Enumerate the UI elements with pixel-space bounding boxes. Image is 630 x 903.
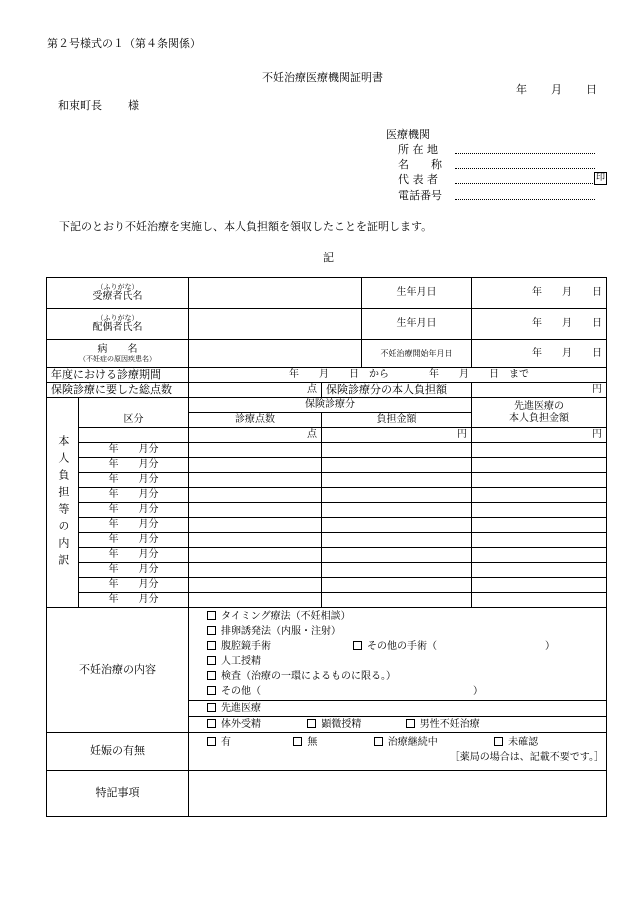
period-label: 年度における診療期間 [47,368,189,383]
points-cell[interactable] [189,443,322,458]
advanced-cell[interactable] [472,518,607,533]
advanced-cell[interactable] [472,458,607,473]
insured-burden-label: 保険診療分の本人負担額 [322,383,472,398]
treatment-options [189,608,607,701]
date-month-label: 月 [551,83,562,96]
checkbox[interactable] [307,719,316,728]
month-cell: 年 月分 [79,563,189,578]
pregnancy-option-unconfirmed[interactable]: 未確認 [494,737,538,748]
points-cell[interactable] [189,533,322,548]
amount-cell[interactable] [322,443,472,458]
checkbox[interactable] [406,719,415,728]
points-cell[interactable] [189,578,322,593]
month-cell: 年 月分 [79,533,189,548]
start-date-field[interactable]: 年 月 日 [472,340,607,368]
checkbox[interactable] [374,737,383,746]
table-row [47,458,607,473]
date-year-label: 年 [516,83,527,96]
amount-header: 負担金額 [322,413,472,428]
date-day-label: 日 [586,83,597,96]
checkbox[interactable] [207,641,216,650]
addressee-honorific: 様 [128,99,139,112]
checkbox[interactable] [293,737,302,746]
advanced-cell[interactable] [472,548,607,563]
breakdown-side-label: 本人負担等の内訳 [47,398,79,608]
patient-birth-label: 生年月日 [362,278,472,309]
month-cell: 年 月分 [79,548,189,563]
month-cell: 年 月分 [79,593,189,608]
treatment-option-advanced[interactable]: 先進医療 [189,701,607,717]
advanced-unit-cell: 円 [472,428,607,443]
treatment-option-test[interactable]: 検査（治療の一環によるものに限る。） [207,669,588,684]
amount-cell[interactable] [322,503,472,518]
checkbox[interactable] [207,611,216,620]
spouse-birth-field[interactable]: 年 月 日 [472,309,607,340]
spouse-name-label-cell: （ふりがな） 配偶者氏名 [47,309,189,340]
male-infertility-option[interactable]: 男性不妊治療 [406,719,480,730]
treatment-label: 不妊治療の内容 [47,608,189,733]
treatment-option-other[interactable]: その他（ ） [207,684,588,699]
table-row [47,518,607,533]
points-cell[interactable] [189,473,322,488]
advanced-cell[interactable] [472,503,607,518]
advanced-cell[interactable] [472,473,607,488]
checkbox[interactable] [494,737,503,746]
treatment-option-ovulation[interactable]: 排卵誘発法（内服・注射） [207,624,588,639]
points-cell[interactable] [189,548,322,563]
certificate-table [46,277,607,817]
remarks-label: 特記事項 [47,771,189,817]
table-row [47,443,607,458]
category-unit-cell [79,428,189,443]
points-cell[interactable] [189,503,322,518]
total-points-label: 保険診療に要した総点数 [47,383,189,398]
points-unit-cell: 点 [189,428,322,443]
remarks-field[interactable] [189,771,607,817]
ivf-option[interactable]: 体外受精 [207,719,261,730]
form-number: 第２号様式の１（第４条関係） [47,37,201,50]
table-row [47,533,607,548]
amount-cell[interactable] [322,563,472,578]
table-row [47,563,607,578]
checkbox[interactable] [207,737,216,746]
insured-header: 保険診療分 [189,398,472,413]
amount-cell[interactable] [322,473,472,488]
checkbox[interactable] [207,626,216,635]
points-cell[interactable] [189,488,322,503]
patient-name-label-cell: （ふりがな） 受療者氏名 [47,278,189,309]
institution-address-label: 所 在 地 [398,143,438,156]
pregnancy-label: 妊娠の有無 [47,733,189,771]
advanced-cell[interactable] [472,443,607,458]
treatment-option-laparoscopy[interactable]: 腹腔鏡手術 その他の手術（ ） [207,639,588,654]
advanced-treatment-options [189,701,607,733]
pregnancy-option-continuing[interactable]: 治療継続中 [374,737,438,748]
pregnancy-option-no[interactable]: 無 [293,737,317,748]
statement-text: 下記のとおり不妊治療を実施し、本人負担額を領収したことを証明します。 [59,220,433,233]
points-header: 診療点数 [189,413,322,428]
pregnancy-options [189,733,607,771]
amount-cell[interactable] [322,518,472,533]
addressee-name: 和束町長 [58,99,102,112]
institution-rep-label: 代 表 者 [398,173,438,186]
table-row [47,473,607,488]
treatment-option-timing[interactable]: タイミング療法（不妊相談） [207,609,588,624]
icsi-option[interactable]: 顕微授精 [307,719,361,730]
points-cell[interactable] [189,593,322,608]
ivf-options [207,717,588,732]
spouse-name-field[interactable] [189,309,362,340]
points-cell[interactable] [189,563,322,578]
institution-phone-field[interactable] [455,199,595,200]
page-title: 不妊治療医療機関証明書 [262,71,383,84]
month-cell: 年 月分 [79,443,189,458]
total-points-field[interactable]: 点 [189,383,322,398]
period-field[interactable]: 年 月 日 から 年 月 日 まで [189,368,607,383]
institution-heading: 医療機関 [386,128,430,141]
patient-name-field[interactable] [189,278,362,309]
institution-name-label: 名 称 [398,158,442,171]
institution-name-field[interactable] [455,168,595,169]
advanced-cell[interactable] [472,533,607,548]
insured-burden-field[interactable]: 円 [472,383,607,398]
table-row [47,503,607,518]
amount-cell[interactable] [322,488,472,503]
advanced-cell[interactable] [472,593,607,608]
patient-birth-field[interactable]: 年 月 日 [472,278,607,309]
month-cell: 年 月分 [79,458,189,473]
month-cell: 年 月分 [79,578,189,593]
amount-cell[interactable] [322,548,472,563]
pregnancy-option-yes[interactable]: 有 [207,737,231,748]
table-row [47,578,607,593]
pregnancy-note: ［薬局の場合は、記載不要です。］ [449,752,604,763]
checkbox[interactable] [207,686,216,695]
advanced-header: 先進医療の 本人負担金額 [472,398,607,428]
checkbox[interactable] [353,641,362,650]
advanced-cell[interactable] [472,578,607,593]
amount-cell[interactable] [322,593,472,608]
treatment-option-ai[interactable]: 人工授精 [207,654,588,669]
advanced-cell[interactable] [472,563,607,578]
month-cell: 年 月分 [79,503,189,518]
table-row [47,593,607,608]
advanced-cell[interactable] [472,488,607,503]
month-cell: 年 月分 [79,488,189,503]
institution-rep-field[interactable] [455,183,595,184]
points-cell[interactable] [189,458,322,473]
checkbox[interactable] [207,671,216,680]
amount-cell[interactable] [322,533,472,548]
category-header: 区分 [79,413,189,428]
month-cell: 年 月分 [79,518,189,533]
seal-mark: 印 [596,173,606,183]
month-cell: 年 月分 [79,473,189,488]
other-surgery-label: その他の手術（ [367,641,437,652]
spouse-birth-label: 生年月日 [362,309,472,340]
disease-field[interactable] [189,340,362,368]
amount-cell[interactable] [322,458,472,473]
category-header-spacer [79,398,189,413]
amount-cell[interactable] [322,578,472,593]
ki-mark: 記 [323,251,334,264]
amount-unit-cell: 円 [322,428,472,443]
checkbox[interactable] [207,703,216,712]
start-date-label: 不妊治療開始年月日 [362,340,472,368]
checkbox[interactable] [207,656,216,665]
table-row [47,488,607,503]
institution-phone-label: 電話番号 [398,189,442,202]
institution-address-field[interactable] [455,153,595,154]
checkbox[interactable] [207,719,216,728]
points-cell[interactable] [189,518,322,533]
table-row [47,548,607,563]
disease-label-cell: 病 名 （不妊症の原因疾患名） [47,340,189,368]
